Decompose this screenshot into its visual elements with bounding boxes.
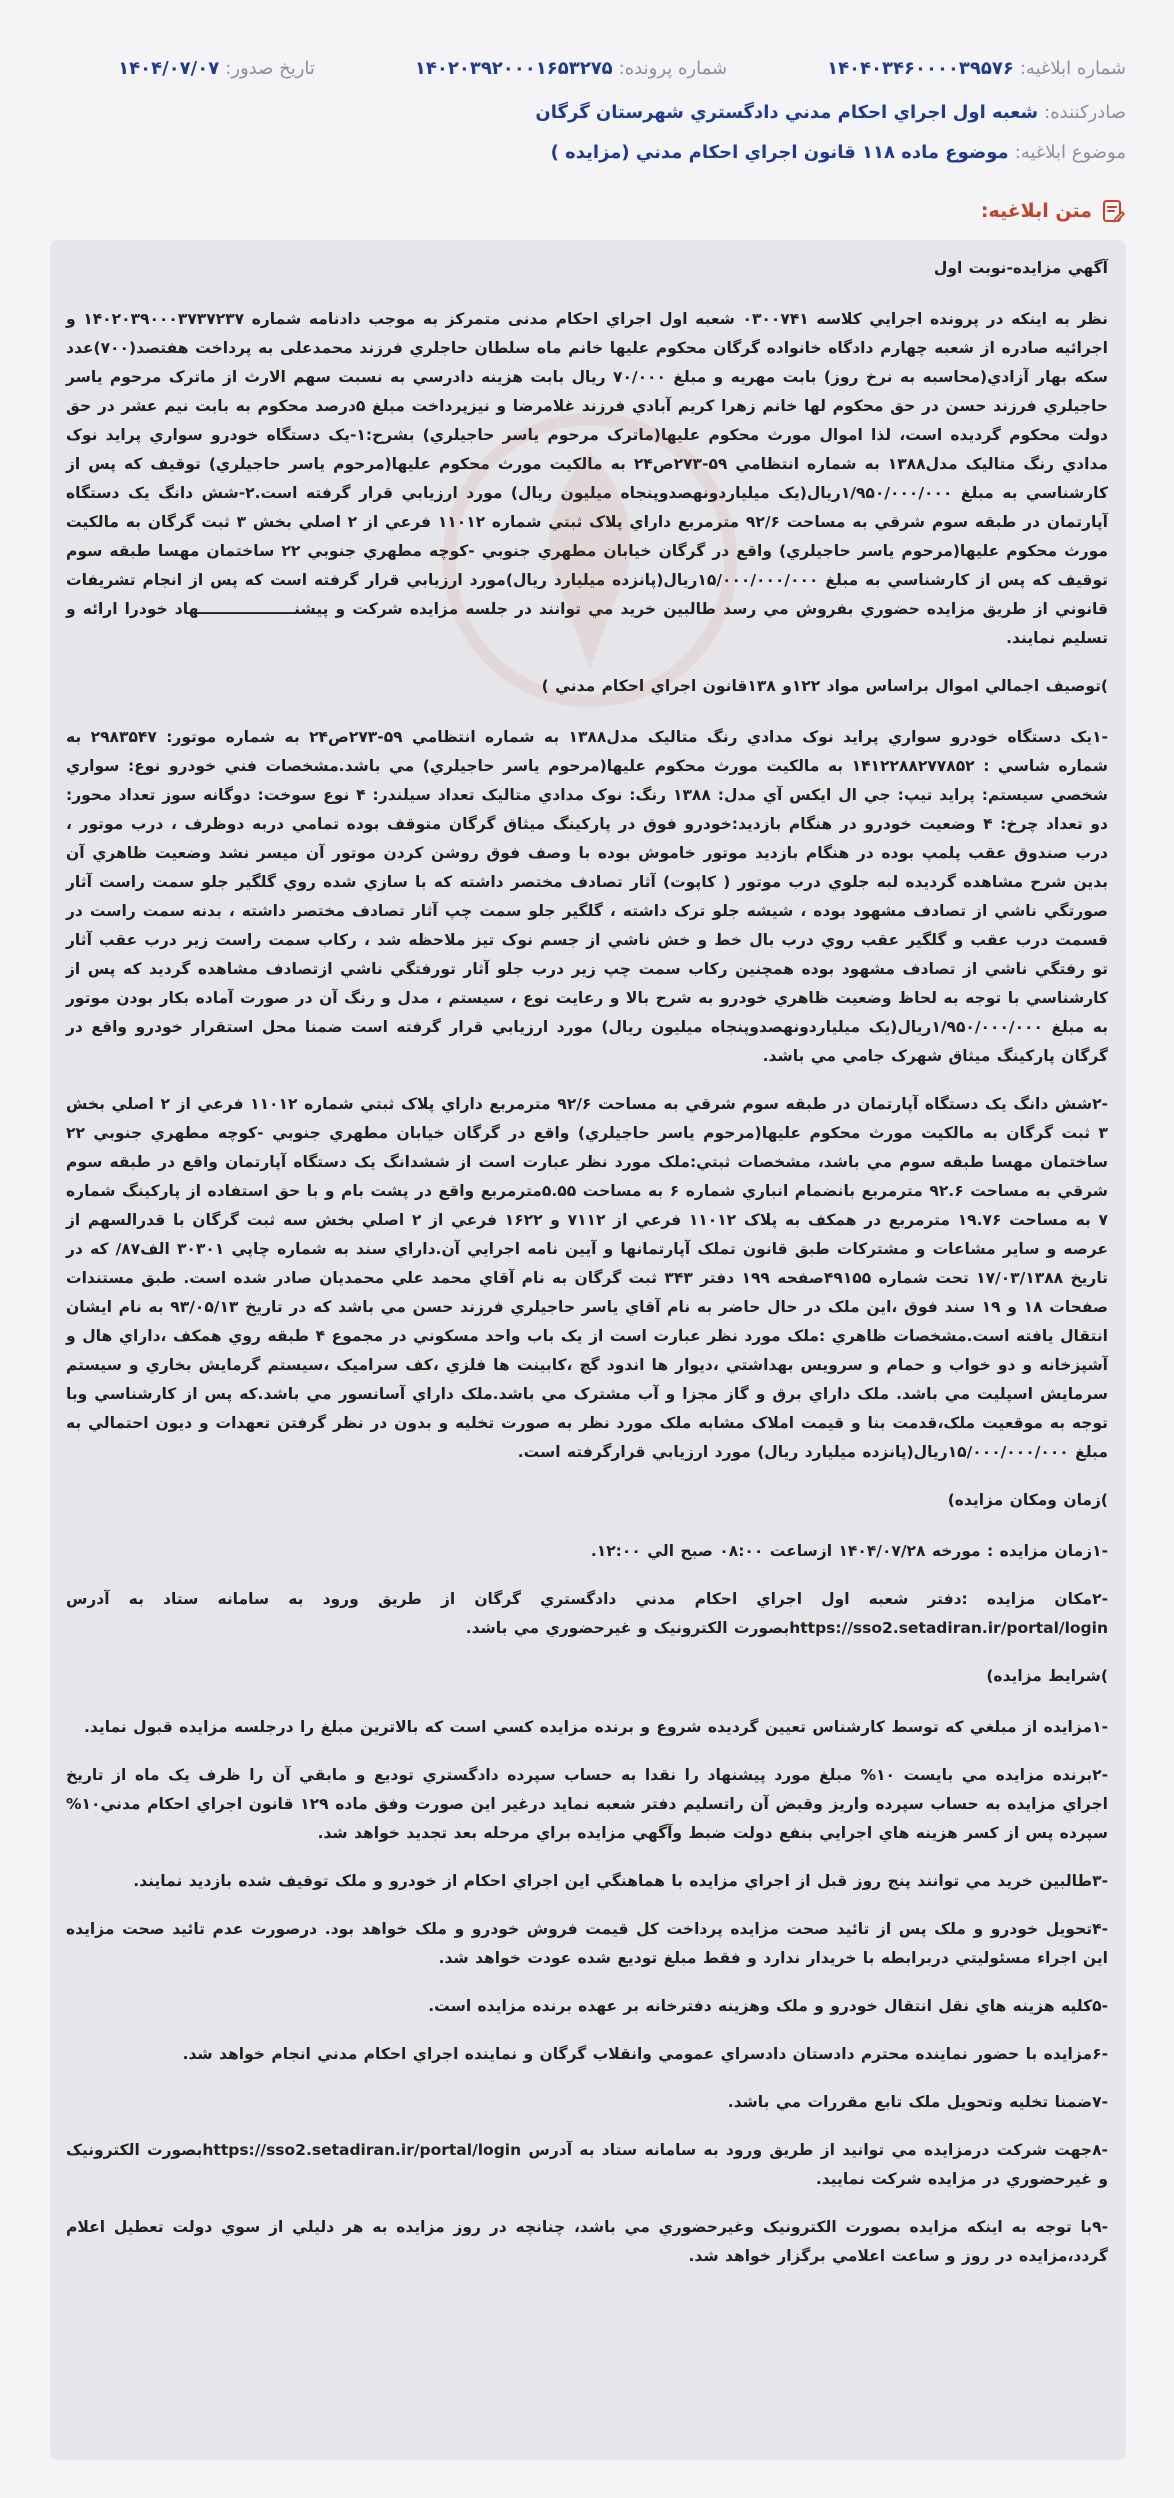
notice-paragraph: -۱مزايده از مبلغي که توسط کارشناس تعيين گرديده شروع و برنده مزايده کسي است که بالاترين مبلغ را درجلسه مزايده قبول نمايد. [84, 1718, 1108, 1736]
issue-date-label: تاريخ صدور: [225, 58, 315, 79]
notice-paragraph: -۳طالبين خريد مي توانند پنج روز قبل از اجراي مزايده با هماهنگي اين اجراي احکام از خودرو و ملک توقيف شده بازديد نمايند. [133, 1872, 1108, 1890]
meta-row-numbers [48, 57, 1126, 81]
subject-field [551, 141, 1126, 165]
notice-paragraphs [66, 254, 1108, 2271]
notice-paragraph: -۲مکان مزايده :دفتر شعبه اول اجراي احکام مدني دادگستري گرگان از طريق ورود به سامانه ستاد به آدرس https://sso2.setadiran.ir/portal/loginبصورت الکترونيک و غيرحضوري مي باشد. [66, 1590, 1108, 1637]
notice-paragraph: -۲شش دانگ يک دستگاه آپارتمان در طبقه سوم شرقي به مساحت ۹۲/۶ مترمربع داراي پلاک ثبتي شماره ۱۱۰۱۲ فرعي از ۲ اصلي بخش ۳ ثبت گرگان به مالکيت مورث محکوم عليها(مرحوم ياسر حاجيلري) واقع در گرگان خيابان مطهري جنوبي -کوچه مطهري جنوبي ۲۲ ساختمان مهسا طبقه سوم مي باشد، مشخصات ثبتي:ملک مورد نظر عبارت است از ششدانگ يک دستگاه آپارتمان واقع در طبقه سوم شرقي به مساحت ۹۲.۶ مترمربع بانضمام انباري شماره ۶ به مساحت ۵.۵۵مترمربع واقع در پشت بام و با حق استفاده از پارکينگ شماره ۷ به مساحت ۱۹.۷۶ مترمربع در همکف به پلاک ۱۱۰۱۲ فرعي از ۷۱۱۲ و ۱۶۲۲ فرعي از ۲ اصلي بخش سه ثبت گرگان با قدرالسهم از عرصه و ساير مشاعات و مشترکات طبق قانون تملک آپارتمانها و آيين نامه اجرايي آن.داراي سند به شماره چاپي ۳۰۳۰۱ الف۸۷/ که در تاريخ ۱۷/۰۳/۱۳۸۸ تحت شماره ۴۹۱۵۵صفحه ۱۹۹ دفتر ۳۴۳ ثبت گرگان به نام آقاي محمد علي محمديان صادر شده است. طبق مستندات صفحات ۱۸ و ۱۹ سند فوق ،اين ملک در حال حاضر به نام آقاي ياسر حاجيلري فرزند حسن مي باشد که در تاريخ ۹۳/۰۵/۱۳ به نام ايشان انتقال يافته است.مشخصات ظاهري :ملک مورد نظر عبارت است از يک باب واحد مسکوني در مجموع ۴ طبقه روي همکف ،داراي هال و آشپزخانه و دو خواب و حمام و سرويس بهداشتي ،ديوار ها اندود گچ ،کابينت ها فلزي ،کف سراميک ،سيستم گرمايش بخاري و سيستم سرمايش اسپليت مي باشد. ملک داراي برق و گاز مجزا و آب مشترک مي باشد.ملک داراي آسانسور مي باشد.که پس از کارشناسي وبا توجه به موقعيت ملک،قدمت بنا و قيمت املاک مشابه ملک مورد نظر به صورت تخليه و بدون در نظر گرفتن تعهدات و ديون احتمالي به مبلغ ۱۵/۰۰۰/۰۰۰/۰۰۰ريال(پانزده ميليارد ريال) مورد ارزيابي قرارگرفته است. [66, 1095, 1109, 1461]
subject-value: موضوع ماده ۱۱۸ قانون اجراي احکام مدني (مزايده ) [550, 142, 1009, 163]
issuer-field [535, 101, 1126, 125]
section-heading: )شرايط مزايده) [986, 1667, 1108, 1685]
notice-number-field [827, 57, 1126, 81]
issuer-value: شعبه اول اجراي احکام مدني دادگستري شهرستان گرگان [535, 102, 1039, 123]
notice-paragraph: -۸جهت شرکت درمزايده مي توانيد از طريق ورود به سامانه ستاد به آدرس https://sso2.setadiran.ir/portal/loginبصورت الکترونيک و غيرحضوري در مزايده شرکت نماييد. [66, 2141, 1108, 2188]
notice-paragraph: نظر به اينکه در پرونده اجرايي کلاسه ۰۳۰۰۷۴۱ شعبه اول اجراي احکام مدنی متمرکز به موجب دادنامه شماره ۱۴۰۲۰۳۹۰۰۰۳۷۳۷۲۳۷ و اجرائيه صادره از شعبه چهارم دادگاه خانواده گرگان محکوم عليها خانم ماه سلطان حاجلري فرزند محمدعلی به پرداخت هفتصد(۷۰۰)عدد سکه بهار آزادي(محاسبه به نرخ روز) بابت مهريه و مبلغ ۷۰/۰۰۰ ريال بابت هزينه دادرسي به نسبت سهم الارث از ماترک مرحوم ياسر حاجيلري فرزند حسن در حق محکوم لها خانم زهرا کريم آبادي فرزند غلامرضا و نيزپرداخت مبلغ ۵درصد محکوم به بابت نيم عشر در حق دولت محکوم گرديده است، لذا اموال مورث محکوم عليها(ماترک مرحوم ياسر حاجيلري) بشرح:۱-يک دستگاه خودرو سواري پرايد نوک مدادي رنگ متاليک مدل۱۳۸۸ به شماره انتظامي ۵۹-۲۷۳ص۲۴ به مالکيت مورث محکوم عليها(مرحوم ياسر حاجيلري) توقيف که پس از کارشناسي به مبلغ ۱/۹۵۰/۰۰۰/۰۰۰ريال(يک ميلياردونهصدوپنجاه ميليون ريال) مورد ارزيابي قرار گرفته است.۲-شش دانگ يک دستگاه آپارتمان در طبقه سوم شرقي به مساحت ۹۲/۶ مترمربع داراي پلاک ثبتي شماره ۱۱۰۱۲ فرعي از ۲ اصلي بخش ۳ ثبت گرگان به مالکيت مورث محکوم عليها(مرحوم ياسر حاجيلري) واقع در گرگان خيابان مطهري جنوبي -کوچه مطهري جنوبي ۲۲ ساختمان مهسا طبقه سوم توقيف که پس از کارشناسي به مبلغ ۱۵/۰۰۰/۰۰۰/۰۰۰ريال(پانزده ميليارد ريال)مورد ارزيابي قرار گرفته است که پس از انجام تشريفات قانوني از طريق مزايده حضوري بفروش مي رسد طالبين خريد مي توانند در جلسه مزايده شرکت و پيشنــــــــــــــــــهاد خودرا ارائه و تسليم نمايند. [66, 310, 1109, 647]
meta-row-subject [48, 141, 1126, 165]
case-number-label: شماره پرونده: [618, 58, 728, 79]
notice-text-heading [981, 198, 1126, 224]
section-heading: آگهي مزايده-نوبت اول [933, 259, 1108, 277]
document-edit-icon [1100, 198, 1126, 224]
notice-paragraph: -۵کليه هزينه هاي نقل انتقال خودرو و ملک وهزينه دفترخانه بر عهده برنده مزايده است. [428, 1997, 1108, 2015]
notice-paragraph: -۴تحويل خودرو و ملک پس از تائيد صحت مزايده پرداخت کل قيمت فروش خودرو و ملک خواهد بود. درصورت عدم تائيد صحت مزايده اين اجراء مسئوليتي دربرابطه با خريدار ندارد و فقط مبلغ توديع شده عودت خواهد شد. [66, 1920, 1108, 1967]
notice-paragraph: -۱يک دستگاه خودرو سواري پرايد نوک مدادي رنگ متاليک مدل۱۳۸۸ به شماره انتظامي ۵۹-۲۷۳ص۲۴ به شماره موتور: ۲۹۸۳۵۴۷ به شماره شاسي : ۱۴۱۲۲۸۸۲۷۷۸۵۲ به مالکيت مورث محکوم عليها(مرحوم ياسر حاجيلري) مي باشد.مشخصات فني خودرو نوع: سواري شخصي سيستم: پرايد تيپ: جي ال ايکس آي مدل: ۱۳۸۸ رنگ: نوک مدادي متاليک تعداد سيلندر: ۴ نوع سوخت: دوگانه سوز تعداد محور: دو تعداد چرخ: ۴ وضعيت خودرو در هنگام بازديد:خودرو فوق در پارکينگ ميثاق گرگان متوقف بوده تمامي دربه دوظرف ، درب موتور ، درب صندوق عقب پلمپ بوده در هنگام بازديد موتور خاموش بوده با وصف فوق روشن کردن موتور آن ميسر نشد وضعيت ظاهري آن بدين شرح مشاهده گرديده لبه جلوي درب موتور ( کاپوت) آثار تصادف مختصر داشته که با سازي شده روي گلگير جلو سمت راست آثار صورتگي ناشي از تصادف مشهود بوده ، شيشه جلو ترک داشته ، گلگير جلو سمت چپ آثار تصادف مختصر داشته ، بدنه سمت راست در قسمت درب عقب و گلگير عقب روي درب بال خط و خش ناشي از جسم نوک تيز ملاحظه شد ، رکاب سمت راست زير درب عقب آثار تو رفتگي ناشي از تصادف مشهود بوده همچنين رکاب سمت چپ زير درب جلو آثار تورفتگي ناشي ازتصادف مشاهده گرديد که پس از کارشناسي با توجه به لحاظ وضعيت ظاهري خودرو به شرح بالا و رعايت نوع ، سيستم ، مدل و رنگ آن در صورت آماده بکار بودن موتور به مبلغ ۱/۹۵۰/۰۰۰/۰۰۰ريال(يک ميلياردونهصدوپنجاه ميليون ريال) مورد ارزيابي قرار گرفته است ضمنا محل استقرار خودرو واقع در گرگان پارکينگ ميثاق شهرک جامي مي باشد. [66, 728, 1109, 1065]
section-heading: )توصيف اجمالي اموال براساس مواد ۱۲۲و ۱۳۸قانون اجراي احکام مدني ) [541, 677, 1108, 695]
notice-number-value: ۱۴۰۴۰۳۴۶۰۰۰۰۳۹۵۷۶ [827, 58, 1014, 79]
issue-date-value: ۱۴۰۴/۰۷/۰۷ [118, 58, 220, 79]
case-number-value: ۱۴۰۲۰۳۹۲۰۰۰۱۶۵۳۲۷۵ [414, 58, 613, 79]
subject-label: موضوع ابلاغيه: [1014, 142, 1126, 163]
notice-paragraph: -۹با توجه به اينکه مزايده بصورت الکترونيک وغيرحضوري مي باشد، چنانچه در روز مزايده به هر دليلي از سوي دولت تعطيل اعلام گردد،مزايده در روز و ساعت اعلامي برگزار خواهد شد. [66, 2218, 1108, 2265]
issue-date-field [118, 57, 315, 81]
notice-paragraph: -۱زمان مزايده : مورخه ۱۴۰۴/۰۷/۲۸ ازساعت ۰۸:۰۰ صبح الي ۱۲:۰۰. [590, 1542, 1108, 1560]
notice-text-title: متن ابلاغيه: [980, 200, 1092, 222]
meta-row-issuer [48, 101, 1126, 125]
notice-paragraph: -۶مزايده با حضور نماينده محترم دادستان دادسراي عمومي وانقلاب گرگان و نماينده اجراي احکام مدني انجام خواهد شد. [182, 2045, 1108, 2063]
notice-paragraph: -۷ضمنا تخليه وتحويل ملک تابع مقررات مي باشد. [727, 2093, 1108, 2111]
notice-paragraph: -۲برنده مزايده مي بايست ۱۰% مبلغ مورد پيشنهاد را نقدا به حساب سپرده دادگستري توديع و مابقي آن را ظرف يک ماه از تاريخ اجراي مزايده به حساب سپرده واريز وقبض آن راتسليم دفتر شعبه نمايد درغير اين صورت وفق ماده ۱۲۹ قانون اجراي احکام مدني۱۰% سپرده پس از کسر هزينه هاي اجرايي بنفع دولت ضبط وآگهي مزايده براي مرحله بعد تجديد خواهد شد. [66, 1766, 1108, 1842]
notice-content-box [50, 240, 1126, 2460]
case-number-field [415, 57, 727, 81]
section-heading: )زمان ومکان مزايده) [947, 1491, 1108, 1509]
notice-number-label: شماره ابلاغيه: [1019, 58, 1126, 79]
issuer-label: صادرکننده: [1044, 102, 1126, 123]
